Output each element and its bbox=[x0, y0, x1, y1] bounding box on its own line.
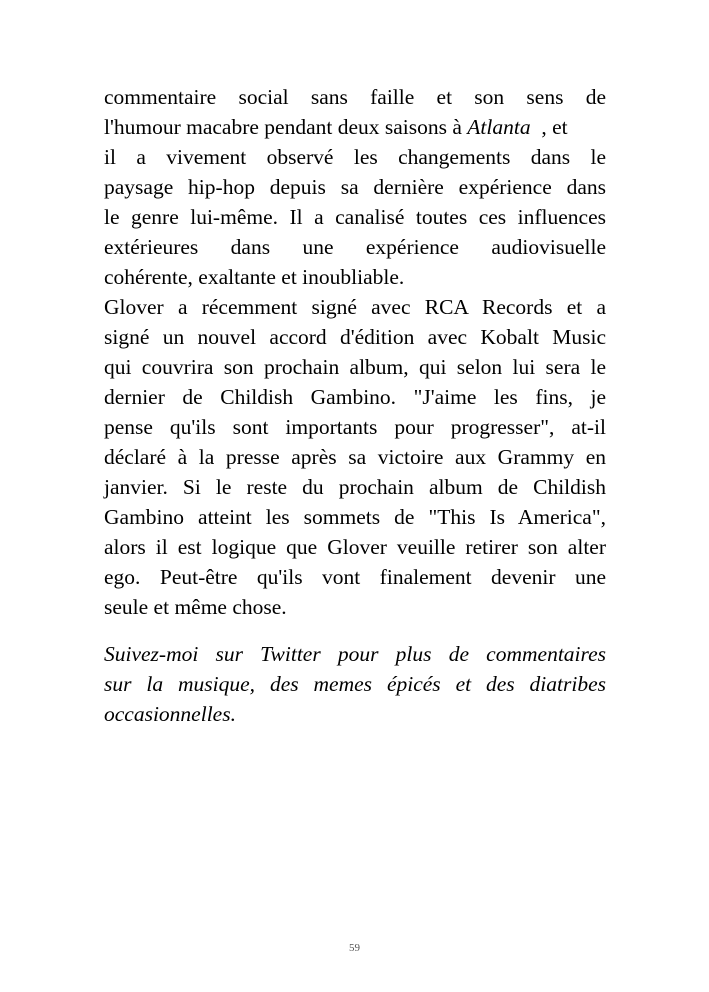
paragraph-atlanta bbox=[104, 82, 606, 292]
text-line: le genre lui-même. Il a canalisé toutes ces influences bbox=[104, 205, 606, 229]
text-line: extérieures dans une expérience audiovisuelle bbox=[104, 235, 606, 259]
text-line: pense qu'ils sont importants pour progresser", at-il bbox=[104, 415, 606, 439]
text-line bbox=[104, 112, 606, 142]
text-line: Glover a récemment signé avec RCA Records et a bbox=[104, 295, 606, 319]
text-line: occasionnelles. bbox=[104, 702, 236, 726]
text-line: paysage hip-hop depuis sa dernière expérience dans bbox=[104, 175, 606, 199]
text-line: il a vivement observé les changements dans le bbox=[104, 145, 606, 169]
text-line: cohérente, exaltante et inoubliable. bbox=[104, 265, 405, 289]
text-line: signé un nouvel accord d'édition avec Kobalt Music bbox=[104, 325, 606, 349]
text-segment: , et bbox=[530, 115, 568, 139]
italic-title: Atlanta bbox=[467, 115, 531, 139]
text-line: commentaire social sans faille et son sens de bbox=[104, 85, 606, 109]
text-line: qui couvrira son prochain album, qui selon lui sera le bbox=[104, 355, 606, 379]
text-line: dernier de Childish Gambino. "J'aime les fins, je bbox=[104, 385, 606, 409]
text-line: alors il est logique que Glover veuille retirer son alter bbox=[104, 535, 606, 559]
text-line: déclaré à la presse après sa victoire aux Grammy en bbox=[104, 445, 606, 469]
page-number: 59 bbox=[349, 942, 360, 954]
text-line: Gambino atteint les sommets de "This Is America", bbox=[104, 505, 606, 529]
text-line: sur la musique, des memes épicés et des diatribes bbox=[104, 672, 606, 696]
text-line: seule et même chose. bbox=[104, 595, 287, 619]
text-line: janvier. Si le reste du prochain album de Childish bbox=[104, 475, 606, 499]
paragraph-glover bbox=[104, 292, 606, 622]
paragraph-twitter bbox=[104, 639, 606, 729]
text-line: ego. Peut-être qu'ils vont finalement devenir une bbox=[104, 565, 606, 589]
text-line: Suivez-moi sur Twitter pour plus de commentaires bbox=[104, 642, 606, 666]
text-segment: l'humour macabre pendant deux saisons à bbox=[104, 115, 468, 139]
